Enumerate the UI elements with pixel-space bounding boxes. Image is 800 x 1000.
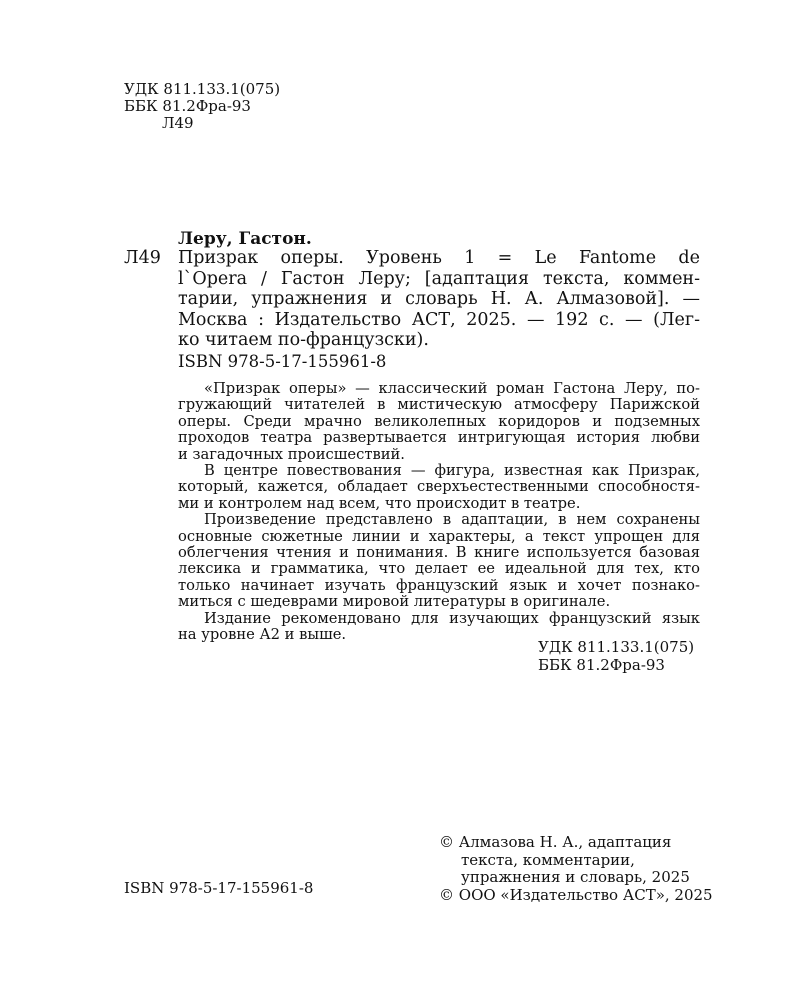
annotation-line: на уровне А2 и выше. [178, 626, 347, 644]
bib-line: Призрак оперы. Уровень 1 = Le Fantome de [178, 248, 700, 268]
copyright-block [439, 834, 713, 904]
annotation-line: основные сюжетные линии и характеры, а текст упрощен для [178, 527, 700, 545]
classification-codes-right [538, 639, 694, 674]
udk-code: УДК 811.133.1(075) [124, 80, 281, 98]
annotation-line: оперы. Среди мрачно великолепных коридоров и подземных [178, 412, 700, 430]
annotation-line: ми и контролем над всем, что происходит в театре. [178, 494, 581, 512]
annotation-line: гружающий читателей в мистическую атмосферу Парижской [178, 396, 700, 414]
entry-author-mark: Л49 [124, 248, 161, 268]
annotation-line: «Призрак оперы» — классический роман Гастона Леру, по- [204, 380, 700, 397]
bbk-code: ББК 81.2Фра-93 [538, 655, 665, 674]
copyright-line: текста, комментарии, [461, 850, 635, 869]
classification-codes-top [124, 81, 280, 132]
entry-author: Леру, Гастон. [178, 229, 312, 249]
bib-line: тарии, упражнения и словарь Н. А. Алмазовой]. — [178, 289, 700, 309]
annotation-line: миться с шедеврами мировой литературы в оригинале. [178, 593, 611, 611]
copyright-line: © Алмазова Н. А., адаптация [439, 833, 672, 851]
copyright-line: упражнения и словарь, 2025 [461, 868, 690, 886]
annotation-line: Издание рекомендовано для изучающих французский язык [204, 609, 700, 627]
bbk-code: ББК 81.2Фра-93 [124, 97, 251, 115]
annotation-line: только начинает изучать французский язык и хочет познако- [178, 576, 700, 594]
annotation-line: лексика и грамматика, что делает ее идеальной для тех, кто [178, 560, 700, 578]
author-mark: Л49 [162, 114, 194, 132]
annotation-line: и загадочных происшествий. [178, 445, 405, 463]
annotation-line: который, кажется, обладает сверхъестественными способностя- [178, 478, 700, 496]
bib-line: Москва : Издательство АСТ, 2025. — 192 с. — (Лег- [178, 309, 700, 330]
annotation [178, 381, 700, 644]
copyright-line: © ООО «Издательство АСТ», 2025 [439, 885, 713, 904]
annotation-line: В центре повествования — фигура, известная как Призрак, [204, 462, 700, 480]
isbn-bottom: ISBN 978-5-17-155961-8 [124, 879, 314, 897]
annotation-line: проходов театра развертывается интригующая история любви [178, 429, 700, 447]
bibliographic-description [178, 248, 700, 351]
bib-line: l`Opera / Гастон Леру; [адаптация текста, коммен- [178, 268, 700, 289]
annotation-line: Произведение представлено в адаптации, в нем сохранены [204, 511, 700, 529]
annotation-line: облегчения чтения и понимания. В книге используется базовая [178, 544, 700, 562]
bib-line: ко читаем по-французски). [178, 330, 429, 350]
entry-isbn: ISBN 978-5-17-155961-8 [178, 352, 387, 371]
udk-code: УДК 811.133.1(075) [538, 638, 695, 656]
